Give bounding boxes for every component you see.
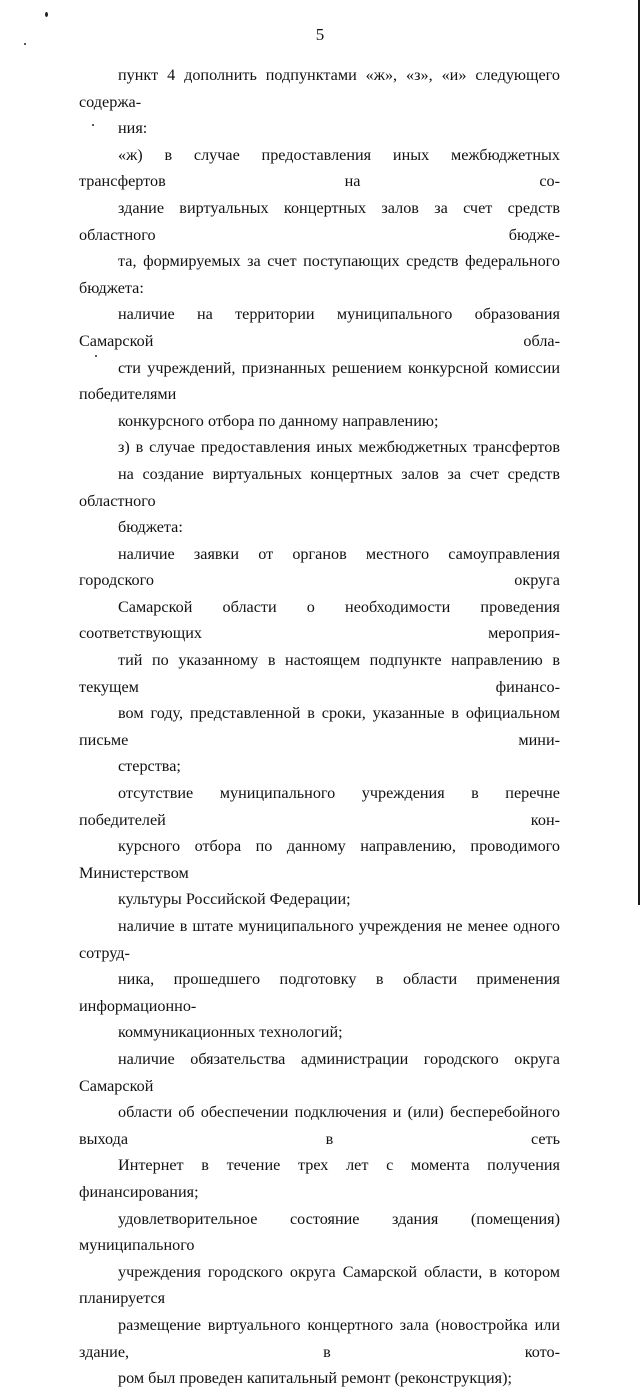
text-line: коммуникационных технологий; <box>118 1023 343 1042</box>
text-line: ника, прошедшего подготовку в области применения информационно- <box>79 970 560 1015</box>
paragraph <box>79 301 560 434</box>
text-line: курсного отбора по данному направлению, проводимого Министерством <box>79 837 560 882</box>
paragraph <box>79 541 560 780</box>
paragraph <box>79 913 560 1046</box>
text-line: Интернет в течение трех лет с момента получения финансирования; <box>79 1156 560 1201</box>
text-line: наличие в штате муниципального учреждения не менее одного сотруд- <box>79 917 560 962</box>
text-line: ния: <box>118 119 148 138</box>
text-line: на создание виртуальных концертных залов за счет средств областного <box>79 464 560 510</box>
scan-speck <box>45 12 48 17</box>
text-line: наличие обязательства администрации городского округа Самарской <box>79 1049 560 1095</box>
text-line: учреждения городского округа Самарской области, в котором планируется <box>79 1262 560 1308</box>
text-line: наличие на территории муниципального образования Самарской обла- <box>79 305 560 350</box>
paragraph <box>79 1046 560 1206</box>
paragraph <box>79 780 560 913</box>
text-line: пункт 4 дополнить подпунктами «ж», «з», «и» следующего содержа- <box>79 66 560 111</box>
text-line: области об обеспечении подключения и (или) бесперебойного выхода в сеть <box>79 1103 560 1148</box>
text-line: з) в случае предоставления иных межбюджетных трансфертов <box>118 438 560 457</box>
text-line: та, формируемых за счет поступающих средств федерального бюджета: <box>79 252 560 297</box>
text-line: отсутствие муниципального учреждения в перечне победителей кон- <box>79 784 560 829</box>
page-number: 5 <box>315 25 325 44</box>
text-line: Самарской области о необходимости проведения соответствующих мероприя- <box>79 597 560 643</box>
paragraph <box>79 434 560 540</box>
document-body <box>79 62 560 1392</box>
text-line: удовлетворительное состояние здания (помещения) муниципального <box>79 1209 560 1255</box>
paragraph <box>79 62 560 142</box>
text-line: тий по указанному в настоящем подпункте направлению в текущем финансо- <box>79 651 560 696</box>
text-line: ром был проведен капитальный ремонт (реконструкция); <box>118 1369 512 1388</box>
text-line: размещение виртуального концертного зала (новостройка или здание, в кото- <box>79 1315 560 1361</box>
text-line: конкурсного отбора по данному направлению; <box>118 411 439 430</box>
text-line: культуры Российской Федерации; <box>118 890 351 909</box>
text-line: здание виртуальных концертных залов за счет средств областного бюдже- <box>79 198 560 244</box>
paragraph <box>79 1206 560 1392</box>
text-line: наличие заявки от органов местного самоуправления городского округа <box>79 544 560 590</box>
text-line: стерства; <box>118 757 181 776</box>
text-line: «ж) в случае предоставления иных межбюджетных трансфертов на со- <box>79 145 560 191</box>
text-line: бюджета: <box>118 518 183 537</box>
text-line: сти учреждений, признанных решением конкурсной комиссии победителями <box>79 358 560 404</box>
text-line: вом году, представленной в сроки, указанные в официальном письме мини- <box>79 704 560 749</box>
paragraph <box>79 142 560 302</box>
